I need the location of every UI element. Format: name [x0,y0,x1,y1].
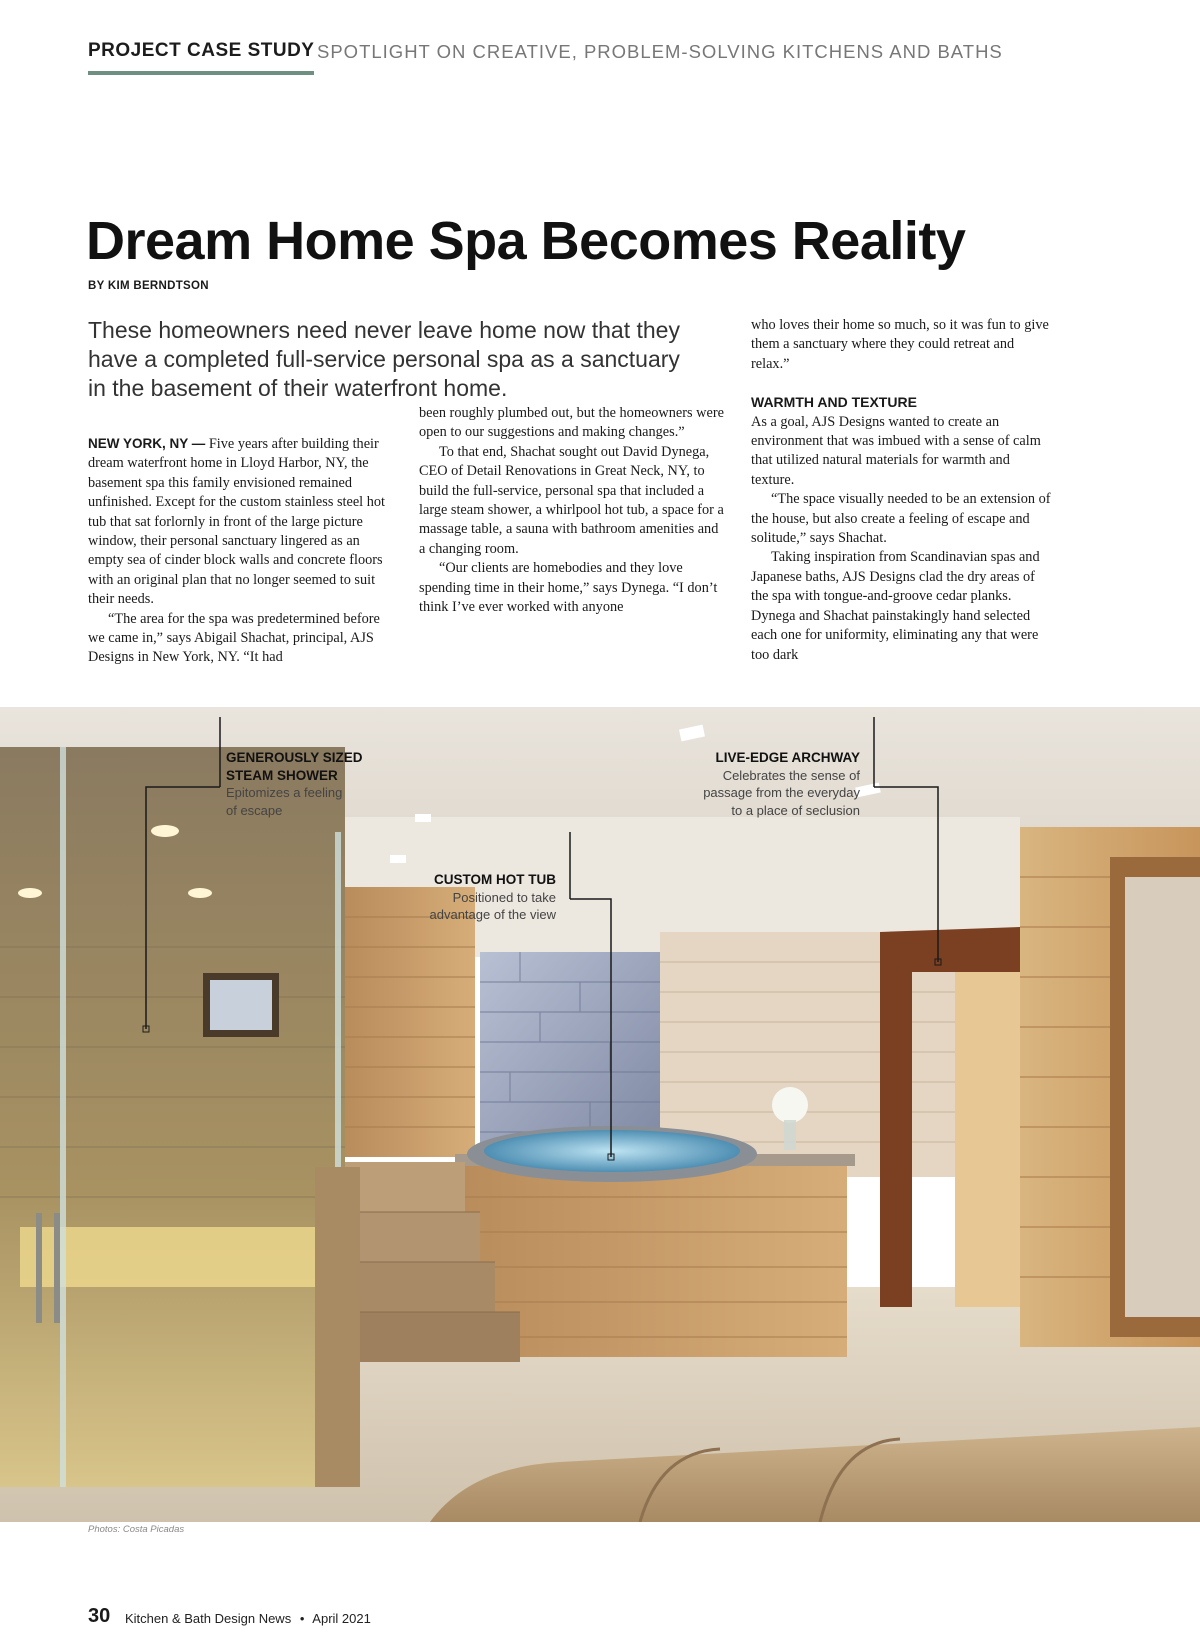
flower-arrangement [772,1087,808,1123]
step-side-wall [315,1167,360,1487]
door-handle [54,1213,60,1323]
steam-shower [0,747,345,1487]
callout-description: passage from the everyday [703,785,860,800]
article-byline: BY KIM BERNDTSON [88,280,209,292]
recessed-light [188,888,212,898]
callout-hot-tub [380,871,556,924]
spa-photo [0,707,1200,1522]
vase [784,1120,796,1150]
recessed-light [390,855,406,863]
callout-description: Epitomizes a feeling [226,785,343,800]
shower-window-pane [210,980,272,1030]
recessed-light [151,825,179,837]
hot-tub-water [484,1130,740,1172]
paragraph: been roughly plumbed out, but the homeowners were open to our suggestions and making changes.” [419,405,724,441]
paragraph: “The area for the spa was predetermined before we came in,” says Abigail Shachat, principal, AJS Designs in New York, NY. “It had [88,610,380,666]
footer-publication [125,1611,371,1626]
paragraph-text: Five years after building their dream waterfront home in Lloyd Harbor, NY, the basement spa this family envisioned remained unfinished. Except for the custom stainless steel hot tub that sat forlornly in front of the large picture window, their personal sanctuary lingered as an empty sea of cinder block walls and concrete floors with an original plan that no longer seemed to suit their needs. [88,436,385,608]
callout-description: Positioned to take [452,889,556,905]
photo-credit: Photos: Costa Picadas [88,1524,185,1535]
body-column-2 [419,404,725,617]
callout-title: CUSTOM HOT TUB [434,872,556,887]
paragraph: “The space visually needed to be an extension of the house, but also create a feeling of escape and solitude,” says Shachat. [751,491,1051,547]
callout-description: of escape [226,802,283,818]
body-column-3 [751,316,1051,665]
callout-steam-shower [226,749,426,819]
section-kicker: PROJECT CASE STUDY [88,40,314,75]
callout-archway [650,749,860,819]
article-deck: These homeowners need never leave home now that they have a completed full-service personal spa as a sanctuary in the basement of their waterfront home. [88,317,680,401]
callout-description: Celebrates the sense of [722,767,860,783]
issue-date: April 2021 [312,1611,371,1626]
article-headline: Dream Home Spa Becomes Reality [86,211,966,271]
paragraph: As a goal, AJS Designs wanted to create an environment that was imbued with a sense of calm that utilized natural materials for warmth and texture. [751,413,1041,488]
paragraph [88,434,394,610]
recessed-light [18,888,42,898]
callout-description: advantage of the view [429,907,556,922]
shower-bench [20,1227,340,1287]
cedar-partition [345,887,475,1157]
spa-photo-illustration [0,707,1200,1522]
body-column-1 [88,434,394,668]
sliding-door-panel [1125,877,1200,1317]
section-kicker-subtitle: SPOTLIGHT ON CREATIVE, PROBLEM-SOLVING KITCHENS AND BATHS [317,41,1003,62]
archway-passage [955,972,1020,1307]
callout-title: LIVE-EDGE ARCHWAY [715,750,860,765]
dateline: NEW YORK, NY — [88,436,206,451]
paragraph: To that end, Shachat sought out David Dynega, CEO of Detail Renovations in Great Neck, NY, to build the full-service, personal spa that included a large steam shower, a whirlpool hot tub, a space for a massage table, a sauna with bathroom amenities and a changing room. [419,443,724,557]
callout-description: to a place of seclusion [731,802,860,818]
publication-name: Kitchen & Bath Design News [125,1611,292,1626]
footer-separator: • [299,1611,305,1626]
callout-title: STEAM SHOWER [226,767,338,783]
callout-title: GENEROUSLY SIZED [226,750,363,765]
door-handle [36,1213,42,1323]
paragraph: “Our clients are homebodies and they love spending time in their home,” says Dynega. “I don’t think I’ve ever worked with anyone [419,560,718,616]
paragraph: who loves their home so much, so it was fun to give them a sanctuary where they could retreat and relax.” [751,317,1049,372]
subhead: WARMTH AND TEXTURE [751,394,917,411]
glass-frame [60,747,66,1487]
paragraph: Taking inspiration from Scandinavian spas and Japanese baths, AJS Designs clad the dry areas of the spa with tongue-and-groove cedar planks. Dynega and Shachat painstakingly hand selected each one for uniformity, eliminating any that were too dark [751,549,1040,663]
page-number: 30 [88,1605,111,1627]
